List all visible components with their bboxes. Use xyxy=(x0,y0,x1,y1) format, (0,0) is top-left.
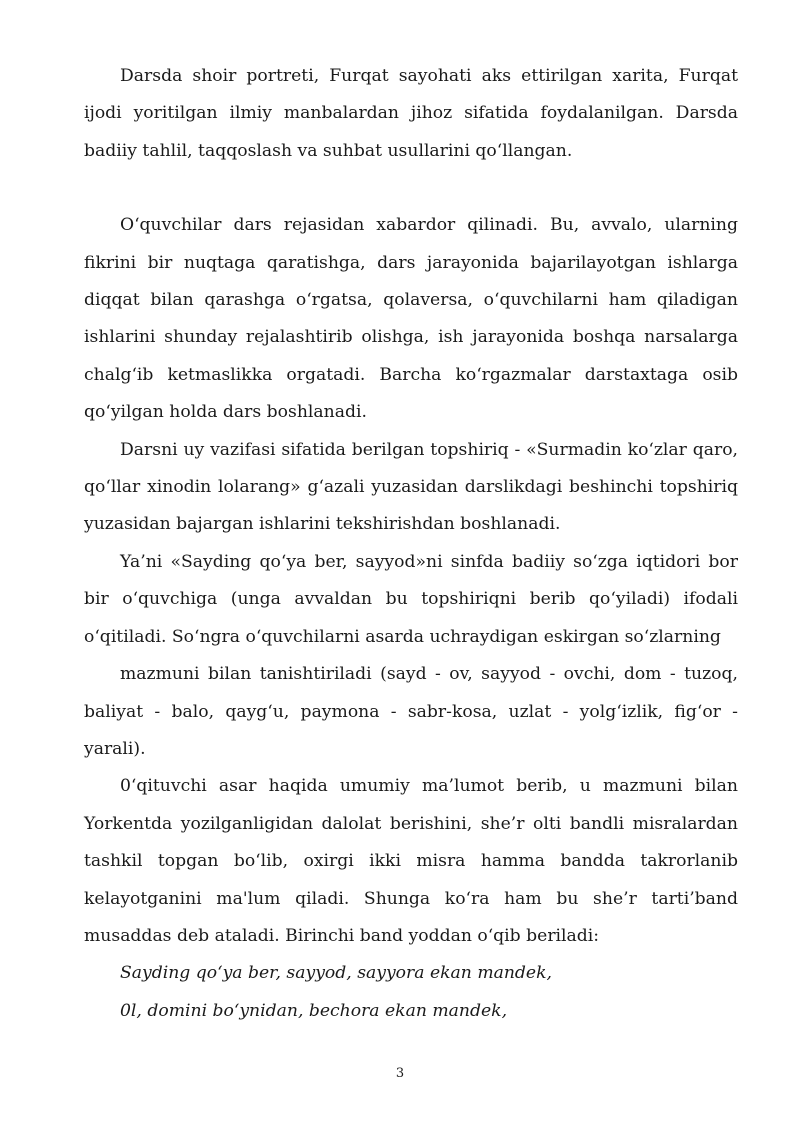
page-number: 3 xyxy=(395,1066,405,1081)
paragraph-expressive-reading: Ya’ni «Sayding qo‘ya ber, sayyod»ni sinfda badiiy so‘zga iqtidori bor bir o‘quvchiga (unga avvaldan bu topshiriqni berib qo‘yiladi) ifodali o‘qitiladi. So‘ngra o‘quvchilarni asarda uchraydigan eskirgan so‘zlarning xyxy=(84,551,738,647)
paragraph-equipment: Darsda shoir portreti, Furqat sayohati aks ettirilgan xarita, Furqat ijodi yoritilgan ilmiy manbalardan jihoz sifatida foydalanilgan. Darsda badiiy tahlil, taqqoslash va suhbat usullarini qo‘llangan. xyxy=(84,66,738,161)
paragraph-spacer xyxy=(84,170,738,207)
verse-line-1: Sayding qo‘ya ber, sayyod, sayyora ekan mandek, xyxy=(120,963,552,984)
paragraph-lesson-plan: O‘quvchilar dars rejasidan xabardor qilinadi. Bu, avvalo, ularning fikrini bir nuqtaga qaratishga, dars jarayonida bajarilayotgan ishlarga diqqat bilan qarashga o‘rgatsa, qolaversa, o‘quvchilarni ham qiladigan ishlarini shunday rejalashtirib olishga, ish jarayonida boshqa narsalarga chalg‘ib ketmaslikka orgatadi. Barcha ko‘rgazmalar darstaxtaga osib qo‘yilgan holda dars boshlanadi. xyxy=(84,215,738,423)
paragraph-teacher-info: 0‘qituvchi asar haqida umumiy ma’lumot berib, u mazmuni bilan Yorkentda yozilganligidan dalolat berishini, she’r olti bandli misralardan tashkil topgan bo‘lib, oxirgi ikki misra hamma bandda takrorlanib kelayotganini ma'lum qiladi. Shunga ko‘ra ham bu she’r tarti’band musaddas deb ataladi. Birinchi band yoddan o‘qib beriladi: xyxy=(84,776,738,946)
paragraph-vocabulary: mazmuni bilan tanishtiriladi (sayd - ov, sayyod - ovchi, dom - tuzoq, baliyat - balo, qayg‘u, paymona - sabr-kosa, uzlat - yolg‘izlik, fig‘or - yarali). xyxy=(84,664,738,759)
paragraph-homework-check: Darsni uy vazifasi sifatida berilgan topshiriq - «Surmadin ko‘zlar qaro, qo‘llar xinodin lolarang» g‘azali yuzasidan darslikdagi beshinchi topshiriq yuzasidan bajargan ishlarini tekshirishdan boshlanadi. xyxy=(84,439,738,535)
document-page xyxy=(84,58,738,1030)
verse-line-2: 0l, domini bo‘ynidan, bechora ekan mandek, xyxy=(120,1000,508,1021)
